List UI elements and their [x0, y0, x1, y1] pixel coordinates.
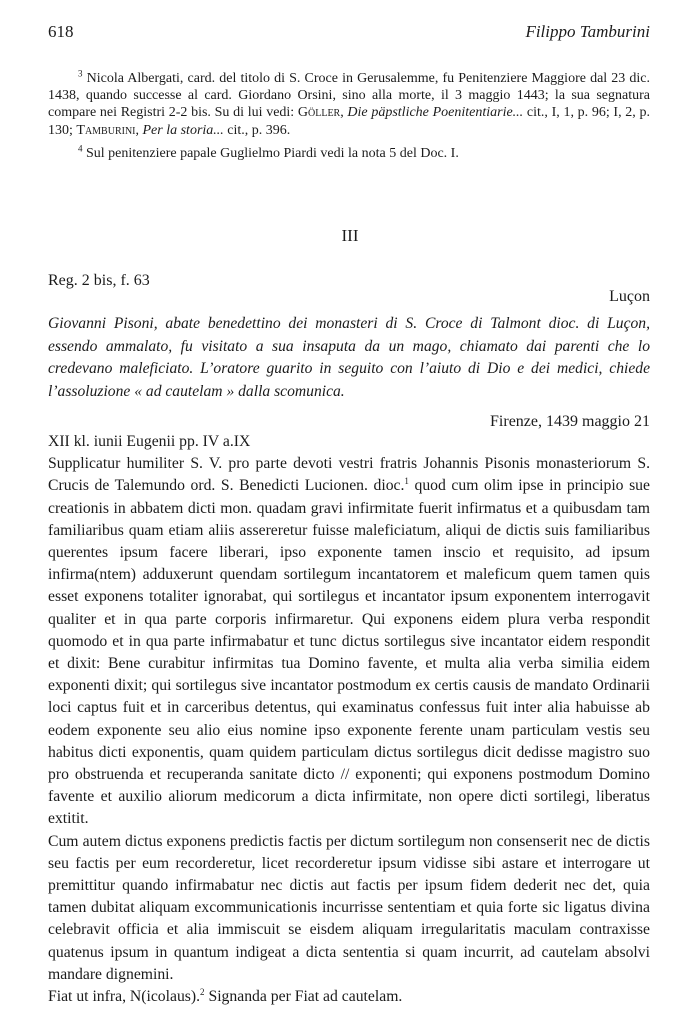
footnote-text: , [340, 105, 348, 121]
page-number: 618 [48, 22, 74, 41]
footnote-marker: 2 [200, 986, 205, 997]
footnote-text: cit., I, 1, p. 96; I, 2, p. 130; [48, 105, 651, 138]
footnote-marker: 1 [404, 476, 409, 487]
register-reference: Reg. 2 bis, f. 63 [48, 272, 150, 289]
paragraph-text: quod cum olim ipse in principio sue creationis in abbatem dicti mon. quadam gravi infirmitate fuerit infirmatus et a quibusdam tam familiaribus quam etiam aliis assereretur fuisse maleficiatum, aliqui de dictis suis familiaribus querentes ipsum facere liberari, ipso exponente tamen inscio et requisito, ad ipsum infirma(ntem) adduxerunt quendam sortilegum incantatorem et maleficum quem tamen quis esset exponens totaliter ignorabat, qui sortilegus et incantator ipsum exponentem interrogavit qualiter et in qua parte corporis infirmaretur. Qui exponens eidem plura verba respondit quomodo et in qua parte infirmabatur et tunc dictus sortilegus sive incantator eidem respondit et dixit: Bene curabitur infirmitas tua Domino favente, et multa alia verba similia eidem exponenti dixit; qui sortilegus sive incantator postmodum ex certis causis de mandato Ordinarii loci captus fuit et in carceribus detentus, qui examinatus confessus fuit inter alia habuisse ab eodem exponente seu alio eius nomine ipso exponente ferente unam particulam vestis seu habitus dicti exponentis, quam quidem particulam dictus sortilegus dicit dedisse magistro suo pro obstruenda et recuperanda sanitate dicto // exponenti; qui exponens postmodum Domino favente et auxilio aliorum medicorum a dicta infirmitate, non opere dicti sortilegi, liberatus extitit. [48, 477, 650, 828]
section-number: III [341, 226, 359, 245]
place-name: Luçon [609, 288, 650, 305]
footnotes [48, 70, 650, 162]
date-formula: XII kl. iunii Eugenii pp. IV a.IX [48, 433, 251, 450]
footnote-text: Nicola Albergati, card. del titolo di S. Croce in Gerusalemme, fu Penitenziere Maggiore dal 23 dic. 1438, quando successe al card. Giordano Orsini, sino alla morte, il 3 maggio 1443; la sua segnatura compare nei Registri 2-2 bis. Su di lui vedi: [48, 71, 651, 121]
document-summary: Giovanni Pisoni, abate benedettino dei monasteri di S. Croce di Talmont dioc. di Luçon, essendo ammalato, fu visitato a sua insaputa da un mago, chiamato dai parenti che lo credevano maleficiato. L’oratore guarito in seguito con l’aiuto di Dio e dei medici, chiede l’assoluzione « ad cautelam » dalla scomunica. [48, 315, 650, 400]
page-header [48, 22, 650, 48]
paragraph-text: Fiat ut infra, N(icolaus). [48, 988, 201, 1006]
cited-author: Göller [297, 105, 341, 121]
footnote-3 [48, 70, 650, 139]
cited-title: Die päpstliche Poenitentiarie... [347, 105, 524, 121]
document-body [48, 431, 650, 1008]
footnote-4 [48, 145, 650, 162]
body-paragraph [48, 453, 650, 830]
dateline: Firenze, 1439 maggio 21 [490, 413, 650, 430]
running-title: Filippo Tamburini [525, 22, 650, 41]
paragraph-text: Signanda per Fiat ad cautelam. [204, 988, 403, 1006]
footnote-text: Sul penitenziere papale Guglielmo Piardi vedi la nota 5 del Doc. I. [86, 145, 459, 161]
footnote-text: , [135, 122, 143, 138]
cited-title: Per la storia... [142, 122, 224, 138]
paragraph-text: Supplicatur humiliter S. V. pro parte devoti vestri fratris Johannis Pisonis monasteriorum S. Crucis de Talemundo ord. S. Benedicti Lucionen. dioc. [48, 455, 650, 495]
footnote-marker: 4 [78, 143, 83, 154]
cited-author: Tamburini [76, 122, 136, 138]
footnote-text: cit., p. 396. [223, 122, 291, 138]
body-paragraph: Cum autem dictus exponens predictis factis per dictum sortilegum non consenserit nec de dictis seu factis per eum recorderetur, licet recorderetur ipsum vidisse sibi astare et interrogare ut premittitur quando infirmabatur nec dictis aut factis per ipsum fidem dederit nec det, quia tamen dubitat aliquam excommunicationis incurrisse sententiam et quia forte sic ligatus divina celebravit officia et alia immiscuit se eisdem aliquam irregularitatis maculam contraxisse quatenus ipsum in quantum indigeat a dicta sententia si quam incurrit, ad cautelam absolvi mandare dignemini. [48, 832, 650, 983]
footnote-marker: 3 [78, 68, 83, 79]
closing-line [48, 986, 650, 1008]
